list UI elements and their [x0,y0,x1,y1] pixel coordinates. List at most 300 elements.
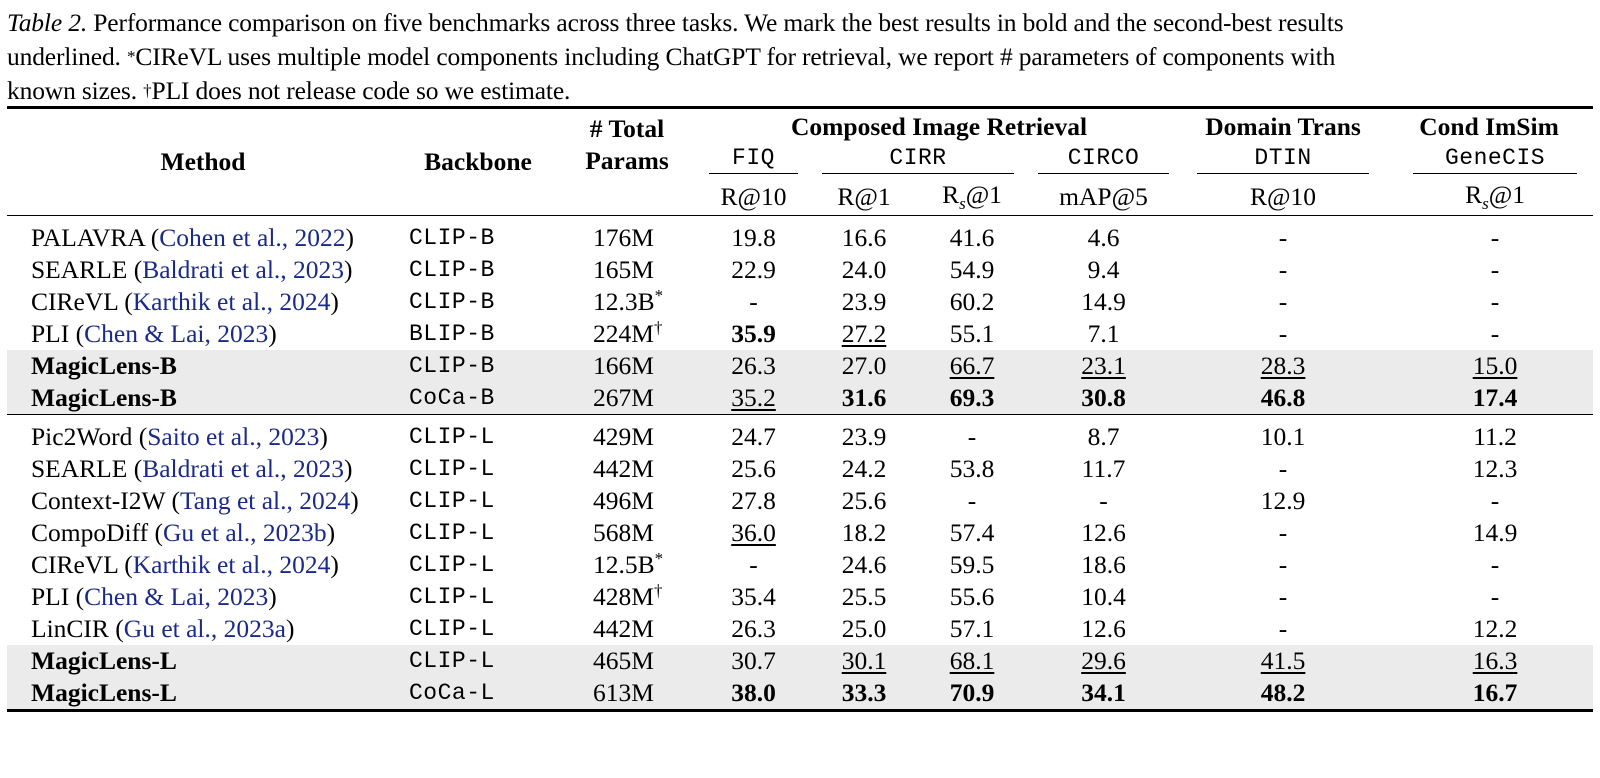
score-value: 24.2 [841,454,887,483]
score-cell-fiq-r10 [697,613,810,645]
table-row [7,485,1593,517]
score-cell-cirr-rs1 [918,421,1026,453]
method-cell: CIReVL (Karthik et al., 2024) [31,550,339,579]
score-cell-genecis-rs1 [1385,421,1593,453]
score-value: 55.6 [949,582,995,611]
header-group-domain-trans: Domain Trans [1205,112,1361,141]
score-cell-fiq-r10 [697,350,810,382]
score-value: 36.0 [731,518,776,547]
score-value: 60.2 [949,287,995,316]
header-dataset-dtin [1181,145,1385,179]
score-value: - [1490,486,1500,515]
score-cell-fiq-r10 [697,581,810,613]
score-cell-cirr-rs1 [918,318,1026,350]
score-value: 30.8 [1081,383,1126,412]
backbone-value: CLIP-L [409,552,495,578]
score-cell-cirr-r1 [810,318,918,350]
table-caption [7,6,1593,108]
score-value: 25.5 [841,582,887,611]
score-cell-dtin-r10 [1181,382,1385,415]
header-dataset-fiq [697,145,810,179]
score-value: 53.8 [949,454,995,483]
caption-text-2a: underlined. [7,42,127,71]
backbone-value: CLIP-B [409,257,495,283]
method-name: PLI [31,582,70,611]
dataset-circo-label: CIRCO [1038,145,1169,174]
score-cell-cirr-r1 [810,254,918,286]
score-cell-cirr-r1 [810,382,918,415]
params-value: 12.5B [593,550,655,579]
score-value: 23.1 [1081,351,1126,380]
score-cell-cirr-r1 [810,581,918,613]
score-cell-cirr-r1 [810,645,918,677]
header-metric-dtin: R@10 [1250,182,1317,211]
caption-footnote-mark-star: * [127,47,136,66]
table-row [7,645,1593,677]
score-value: 24.0 [841,255,887,284]
score-cell-fiq-r10 [697,677,810,709]
score-value: 55.1 [949,319,995,348]
score-cell-circo-map5 [1026,613,1181,645]
score-cell-cirr-r1 [810,453,918,485]
params-cell [557,517,697,549]
score-cell-circo-map5 [1026,222,1181,254]
method-cell: Context-I2W (Tang et al., 2024) [31,486,359,515]
score-value: 33.3 [841,678,887,707]
score-value: 24.7 [731,422,776,451]
header-total-params [557,109,697,216]
header-metric-cirr-rs1 [918,179,1026,216]
score-cell-circo-map5 [1026,318,1181,350]
table-bottom-rule [7,709,1593,712]
params-cell [557,222,697,254]
method-cell [7,382,399,415]
score-value: 19.8 [731,223,776,252]
score-value: 46.8 [1260,383,1306,412]
score-cell-fiq-r10 [697,421,810,453]
metric-subscript: s [1482,194,1489,214]
score-cell-genecis-rs1 [1385,517,1593,549]
backbone-cell [399,421,557,453]
score-cell-circo-map5 [1026,382,1181,415]
header-method: Method [160,147,246,176]
citation-link: Chen & Lai, 2023 [84,319,269,348]
header-metric-cirr-r1: R@1 [837,182,891,211]
score-value: 48.2 [1260,678,1306,707]
score-cell-genecis-rs1 [1385,286,1593,318]
citation-link: Karthik et al., 2024 [132,550,331,579]
score-value: 22.9 [731,255,776,284]
params-cell [557,677,697,709]
table-row [7,517,1593,549]
score-cell-dtin-r10 [1181,286,1385,318]
backbone-cell [399,645,557,677]
caption-line-3 [7,74,1593,108]
header-metric-genecis [1385,179,1593,216]
dataset-genecis-label: GeneCIS [1413,145,1577,174]
score-cell-fiq-r10 [697,222,810,254]
score-cell-genecis-rs1 [1385,222,1593,254]
score-value: 16.3 [1472,646,1518,675]
method-name: Context-I2W [31,486,166,515]
score-value: 12.6 [1081,518,1126,547]
score-cell-genecis-rs1 [1385,645,1593,677]
backbone-value: CoCa-B [409,385,495,411]
citation-link: Saito et al., 2023 [147,422,320,451]
score-value: 18.2 [841,518,887,547]
params-cell [557,581,697,613]
score-cell-circo-map5 [1026,453,1181,485]
header-dataset-genecis [1385,145,1593,179]
dataset-dtin-label: DTIN [1197,145,1369,174]
table-body [7,216,1593,710]
caption-label: Table 2. [7,8,88,37]
score-cell-fiq-r10 [697,485,810,517]
params-value: 442M [593,454,654,483]
score-value: - [1278,223,1288,252]
method-name: MagicLens-B [31,351,177,380]
method-cell: SEARLE (Baldrati et al., 2023) [31,255,353,284]
backbone-value: CLIP-B [409,289,495,315]
score-value: - [1278,287,1288,316]
score-value: 12.3 [1472,454,1518,483]
params-value: 12.3B [593,287,655,316]
score-value: 23.9 [841,422,887,451]
backbone-cell [399,485,557,517]
score-cell-circo-map5 [1026,350,1181,382]
dataset-fiq-label: FIQ [709,145,798,174]
params-cell [557,421,697,453]
score-value: 16.6 [841,223,887,252]
header-backbone: Backbone [424,147,532,176]
score-cell-genecis-rs1 [1385,485,1593,517]
score-value: 68.1 [949,646,995,675]
score-cell-circo-map5 [1026,517,1181,549]
score-value: 29.6 [1081,646,1126,675]
score-cell-cirr-rs1 [918,549,1026,581]
method-cell: CIReVL (Karthik et al., 2024) [31,287,339,316]
score-cell-fiq-r10 [697,645,810,677]
table-row [7,453,1593,485]
score-cell-dtin-r10 [1181,350,1385,382]
citation-link: Tang et al., 2024 [179,486,351,515]
score-cell-genecis-rs1 [1385,254,1593,286]
header-group-cond-imsim: Cond ImSim [1419,112,1559,141]
score-value: - [749,287,758,316]
score-value: 27.2 [841,319,887,348]
score-cell-cirr-rs1 [918,254,1026,286]
caption-text-3b: PLI does not release code so we estimate. [151,76,571,105]
score-value: 54.9 [949,255,995,284]
header-metric-fiq: R@10 [720,182,787,211]
score-value: 12.2 [1472,614,1518,643]
score-value: 11.7 [1081,454,1126,483]
score-value: 10.4 [1081,582,1126,611]
score-value: 26.3 [731,614,776,643]
params-cell [557,549,697,581]
method-name: CIReVL [31,287,118,316]
params-value: 166M [593,351,654,380]
score-cell-cirr-r1 [810,421,918,453]
score-value: 4.6 [1087,223,1120,252]
params-value: 429M [593,422,654,451]
caption-line-1 [7,6,1593,40]
score-value: 28.3 [1260,351,1306,380]
score-cell-dtin-r10 [1181,613,1385,645]
header-dataset-circo [1026,145,1181,179]
backbone-cell [399,350,557,382]
score-value: 35.9 [731,319,776,348]
score-value: 8.7 [1087,422,1120,451]
score-cell-cirr-r1 [810,549,918,581]
score-value: 27.8 [731,486,776,515]
score-value: - [1099,486,1108,515]
backbone-value: CLIP-B [409,225,495,251]
score-cell-cirr-rs1 [918,677,1026,709]
score-cell-circo-map5 [1026,549,1181,581]
score-value: - [1278,454,1288,483]
backbone-value: CLIP-L [409,520,495,546]
score-value: 23.9 [841,287,887,316]
metric-r: R [1465,179,1483,209]
score-value: 11.2 [1473,422,1517,451]
table-row [7,254,1593,286]
backbone-cell [399,517,557,549]
score-value: - [1490,550,1500,579]
score-cell-circo-map5 [1026,286,1181,318]
caption-text-2b: CIReVL uses multiple model components including ChatGPT for retrieval, we report # parameters of components with [135,42,1336,71]
backbone-value: CLIP-L [409,488,495,514]
score-value: - [1278,255,1288,284]
backbone-value: CLIP-L [409,424,495,450]
score-value: 12.6 [1081,614,1126,643]
header-params-line-2: Params [585,146,669,175]
params-value: 165M [593,255,654,284]
method-cell [7,645,399,677]
method-name: LinCIR [31,614,109,643]
citation-link: Cohen et al., 2022 [159,223,346,252]
score-value: - [967,486,977,515]
backbone-cell [399,677,557,709]
params-cell [557,613,697,645]
backbone-value: CoCa-L [409,680,495,706]
citation-link: Gu et al., 2023b [163,518,327,547]
score-cell-cirr-rs1 [918,350,1026,382]
table-header [7,109,1593,216]
score-cell-genecis-rs1 [1385,613,1593,645]
table-row [7,350,1593,382]
score-value: 7.1 [1087,319,1120,348]
score-cell-dtin-r10 [1181,318,1385,350]
score-value: 66.7 [949,351,995,380]
score-cell-cirr-rs1 [918,222,1026,254]
method-cell: SEARLE (Baldrati et al., 2023) [31,454,353,483]
score-cell-genecis-rs1 [1385,382,1593,415]
score-value: 24.6 [841,550,887,579]
backbone-cell [399,382,557,415]
table-row [7,581,1593,613]
caption-footnote-mark-dagger: † [143,81,152,100]
method-cell [7,677,399,709]
score-cell-cirr-r1 [810,613,918,645]
method-name: CIReVL [31,550,118,579]
score-cell-fiq-r10 [697,517,810,549]
score-value: 17.4 [1472,383,1518,412]
score-cell-cirr-rs1 [918,485,1026,517]
method-name: CompoDiff [31,518,149,547]
params-cell [557,453,697,485]
score-cell-dtin-r10 [1181,645,1385,677]
params-cell [557,382,697,415]
score-value: - [1490,287,1500,316]
method-cell: LinCIR (Gu et al., 2023a) [31,614,295,643]
backbone-cell [399,222,557,254]
score-value: - [1278,550,1288,579]
score-value: 34.1 [1081,678,1126,707]
score-cell-dtin-r10 [1181,549,1385,581]
method-name: Pic2Word [31,422,133,451]
score-cell-cirr-r1 [810,517,918,549]
score-value: 59.5 [949,550,995,579]
params-footnote-mark: † [653,318,663,337]
table-row [7,382,1593,415]
backbone-cell [399,581,557,613]
score-value: 26.3 [731,351,776,380]
score-cell-dtin-r10 [1181,677,1385,709]
params-cell [557,286,697,318]
table-row [7,549,1593,581]
score-cell-cirr-r1 [810,350,918,382]
params-value: 176M [593,223,654,252]
backbone-value: CLIP-L [409,648,495,674]
score-cell-cirr-r1 [810,485,918,517]
method-name: SEARLE [31,454,128,483]
score-value: - [1490,223,1500,252]
score-value: - [1278,319,1288,348]
score-cell-cirr-rs1 [918,453,1026,485]
header-metric-circo: mAP@5 [1059,182,1148,211]
method-name: MagicLens-B [31,383,177,412]
dataset-cirr-label: CIRR [822,145,1014,174]
score-value: - [1490,319,1500,348]
header-dataset-cirr [810,145,1026,179]
method-cell [7,350,399,382]
score-cell-genecis-rs1 [1385,453,1593,485]
score-value: 18.6 [1081,550,1126,579]
score-value: - [1490,582,1500,611]
backbone-cell [399,613,557,645]
score-cell-fiq-r10 [697,382,810,415]
score-value: 30.7 [731,646,776,675]
score-cell-genecis-rs1 [1385,677,1593,709]
score-cell-circo-map5 [1026,485,1181,517]
backbone-cell [399,286,557,318]
score-cell-genecis-rs1 [1385,581,1593,613]
score-value: 57.1 [949,614,995,643]
score-cell-circo-map5 [1026,421,1181,453]
method-cell: PLI (Chen & Lai, 2023) [31,319,277,348]
header-group-cir: Composed Image Retrieval [791,112,1088,141]
caption-text-3a: known sizes. [7,76,144,105]
params-value: 428M [593,582,654,611]
score-value: - [1278,518,1288,547]
score-cell-fiq-r10 [697,254,810,286]
score-cell-fiq-r10 [697,286,810,318]
score-value: 35.4 [731,582,776,611]
params-cell [557,485,697,517]
params-footnote-mark: * [654,549,664,568]
method-name: PLI [31,319,70,348]
caption-text-1: Performance comparison on five benchmarks across three tasks. We mark the best results in bold and the second-best results [87,8,1344,37]
params-cell [557,350,697,382]
params-cell [557,318,697,350]
score-value: 30.1 [841,646,887,675]
score-cell-cirr-r1 [810,222,918,254]
score-value: 16.7 [1472,678,1518,707]
score-value: 70.9 [949,678,995,707]
params-value: 465M [593,646,654,675]
score-value: 14.9 [1472,518,1518,547]
table-figure [7,6,1593,712]
method-name: PALAVRA [31,223,145,252]
table-row [7,421,1593,453]
backbone-value: CLIP-L [409,616,495,642]
citation-link: Baldrati et al., 2023 [142,454,345,483]
score-cell-cirr-r1 [810,677,918,709]
score-cell-genecis-rs1 [1385,350,1593,382]
score-cell-cirr-rs1 [918,382,1026,415]
score-value: 15.0 [1472,351,1518,380]
params-value: 613M [593,678,654,707]
backbone-cell [399,453,557,485]
params-value: 267M [593,383,654,412]
method-cell: Pic2Word (Saito et al., 2023) [31,422,328,451]
citation-link: Baldrati et al., 2023 [142,255,345,284]
metric-at1: @1 [965,179,1002,209]
score-value: - [1278,614,1288,643]
backbone-value: BLIP-B [409,321,495,347]
score-cell-fiq-r10 [697,318,810,350]
score-cell-dtin-r10 [1181,453,1385,485]
backbone-cell [399,549,557,581]
params-footnote-mark: * [654,286,664,305]
score-cell-cirr-rs1 [918,613,1026,645]
method-cell: PLI (Chen & Lai, 2023) [31,582,277,611]
results-table [7,109,1593,709]
method-name: MagicLens-L [31,646,177,675]
params-value: 224M [593,319,654,348]
score-value: - [1490,255,1500,284]
score-cell-cirr-rs1 [918,517,1026,549]
citation-link: Karthik et al., 2024 [132,287,331,316]
score-cell-cirr-r1 [810,286,918,318]
backbone-value: CLIP-B [409,353,495,379]
score-value: - [1278,582,1288,611]
score-value: - [749,550,758,579]
score-value: 31.6 [841,383,887,412]
score-cell-dtin-r10 [1181,485,1385,517]
backbone-value: CLIP-L [409,456,495,482]
params-cell [557,254,697,286]
score-cell-dtin-r10 [1181,222,1385,254]
score-cell-cirr-rs1 [918,286,1026,318]
score-cell-fiq-r10 [697,453,810,485]
score-value: 35.2 [731,383,776,412]
header-params-line-1: # Total [589,114,665,143]
score-cell-genecis-rs1 [1385,318,1593,350]
score-value: 9.4 [1087,255,1120,284]
table-row [7,613,1593,645]
